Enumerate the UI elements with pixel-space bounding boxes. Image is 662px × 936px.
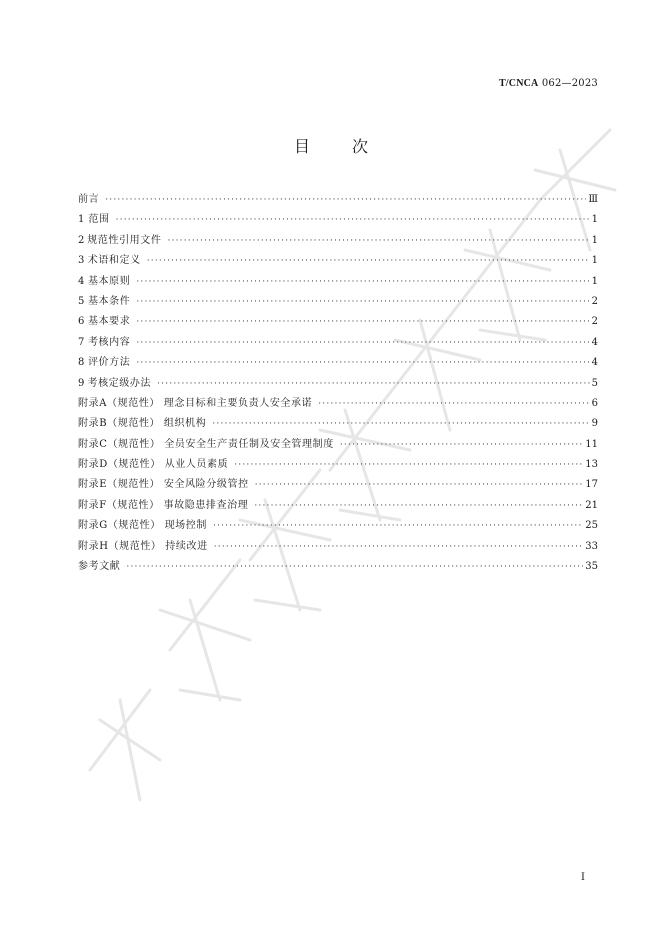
toc-leader-dots (234, 460, 583, 470)
document-code (499, 78, 598, 89)
toc-entry-page: Ⅲ (588, 194, 598, 205)
toc-entry-label: 前言 (78, 194, 100, 205)
toc-entry-number: 3 (78, 255, 85, 267)
toc-entry-page: 1 (591, 275, 598, 287)
toc-entry-number: 5 (78, 295, 85, 307)
document-code-prefix: T/CNCA (498, 78, 539, 89)
toc-entry-label: 附录E（规范性） 安全风险分级管控 (78, 479, 249, 491)
toc-entry-label: 附录G（规范性） 现场控制 (78, 520, 207, 532)
toc-entry-appendix-g[interactable] (78, 516, 598, 536)
toc-entry-page: 9 (591, 418, 598, 430)
toc-entry-appendix-f[interactable] (78, 496, 598, 516)
toc-entry-number: 4 (78, 275, 85, 287)
toc-entry-page: 11 (585, 438, 598, 450)
toc-entry-page: 25 (585, 520, 598, 532)
toc-entry-label: 规范性引用文件 (87, 234, 162, 246)
toc-leader-dots (126, 562, 583, 572)
toc-entry-2[interactable] (78, 231, 598, 251)
toc-entry-4[interactable] (78, 272, 598, 292)
toc-entry-label: 考核内容 (87, 336, 131, 348)
toc-leader-dots (254, 501, 583, 511)
toc-entry-label: 附录B（规范性） 组织机构 (78, 418, 207, 430)
document-code-number: 062—2023 (538, 78, 598, 89)
toc-entry-number: 1 (78, 214, 85, 226)
toc-leader-dots (136, 317, 589, 327)
toc-entry-page: 33 (585, 540, 598, 552)
toc-leader-dots (157, 379, 590, 389)
toc-leader-dots (136, 338, 589, 348)
toc-leader-dots (255, 480, 584, 490)
toc-entry-page: 2 (591, 295, 598, 307)
toc-entry-appendix-b[interactable] (78, 414, 598, 434)
toc-entry-appendix-e[interactable] (78, 475, 598, 495)
toc-leader-dots (318, 399, 589, 409)
page-number: Ⅰ (581, 872, 585, 883)
toc-entry-9[interactable] (78, 374, 598, 394)
toc-entry-1[interactable] (78, 210, 598, 230)
toc-entry-7[interactable] (78, 333, 598, 353)
toc-entry-page: 6 (591, 397, 598, 409)
toc-leader-dots (136, 358, 589, 368)
page-title: 目次 (293, 137, 410, 156)
toc-entry-appendix-c[interactable] (78, 435, 598, 455)
toc-entry-page: 2 (591, 316, 598, 328)
toc-entry-label: 基本条件 (87, 295, 131, 307)
toc-entry-label: 基本原则 (87, 275, 131, 287)
toc-entry-label: 范围 (88, 214, 110, 226)
toc-entry-label: 附录F（规范性） 事故隐患排查治理 (78, 499, 249, 511)
toc-leader-dots (136, 277, 589, 287)
toc-entry-page: 4 (591, 336, 598, 348)
toc-entry-6[interactable] (78, 312, 598, 332)
toc-entry-label: 附录D（规范性） 从业人员素质 (78, 459, 229, 471)
toc-leader-dots (136, 297, 589, 307)
toc-entry-page: 21 (585, 499, 598, 511)
toc-entry-number: 2 (78, 234, 85, 246)
toc-entry-label: 附录C（规范性） 全员安全生产责任制及安全管理制度 (78, 438, 334, 450)
toc-entry-page: 1 (591, 234, 598, 246)
toc-entry-5[interactable] (78, 292, 598, 312)
toc-entry-8[interactable] (78, 353, 598, 373)
toc-entry-label: 附录H（规范性） 持续改进 (78, 540, 208, 552)
toc-entry-3[interactable] (78, 251, 598, 271)
toc-entry-label: 评价方法 (87, 357, 131, 369)
toc-leader-dots (212, 419, 589, 429)
toc-leader-dots (213, 521, 583, 531)
toc-leader-dots (214, 542, 584, 552)
toc-leader-dots (340, 440, 583, 450)
toc-entry-number: 8 (78, 357, 85, 369)
toc-entry-label: 考核定级办法 (87, 377, 152, 389)
toc-leader-dots (147, 256, 590, 266)
toc-entry-label: 术语和定义 (87, 255, 141, 267)
toc-entry-number: 7 (78, 336, 85, 348)
toc-entry-appendix-a[interactable] (78, 394, 598, 414)
toc-leader-dots (116, 215, 590, 225)
toc-leader-dots (105, 195, 586, 205)
toc-leader-dots (167, 236, 589, 246)
toc-entry-page: 4 (591, 357, 598, 369)
toc-entry-references[interactable] (78, 557, 598, 577)
toc-entry-page: 1 (591, 255, 598, 267)
toc-entry-page: 13 (585, 459, 598, 471)
toc-entry-number: 9 (78, 377, 85, 389)
toc-entry-label: 附录A（规范性） 理念目标和主要负责人安全承诺 (78, 397, 313, 409)
toc-entry-page: 1 (591, 214, 598, 226)
toc-entry-appendix-d[interactable] (78, 455, 598, 475)
toc-entry-number: 6 (78, 316, 85, 328)
toc-entry-page: 35 (585, 561, 598, 573)
toc-entry-label: 基本要求 (87, 316, 131, 328)
toc-entry-label: 参考文献 (78, 561, 121, 573)
toc-entry-appendix-h[interactable] (78, 537, 598, 557)
toc-entry-foreword[interactable] (78, 190, 598, 210)
toc-entry-page: 5 (591, 377, 598, 389)
toc-entry-page: 17 (585, 479, 598, 491)
table-of-contents (78, 190, 598, 577)
